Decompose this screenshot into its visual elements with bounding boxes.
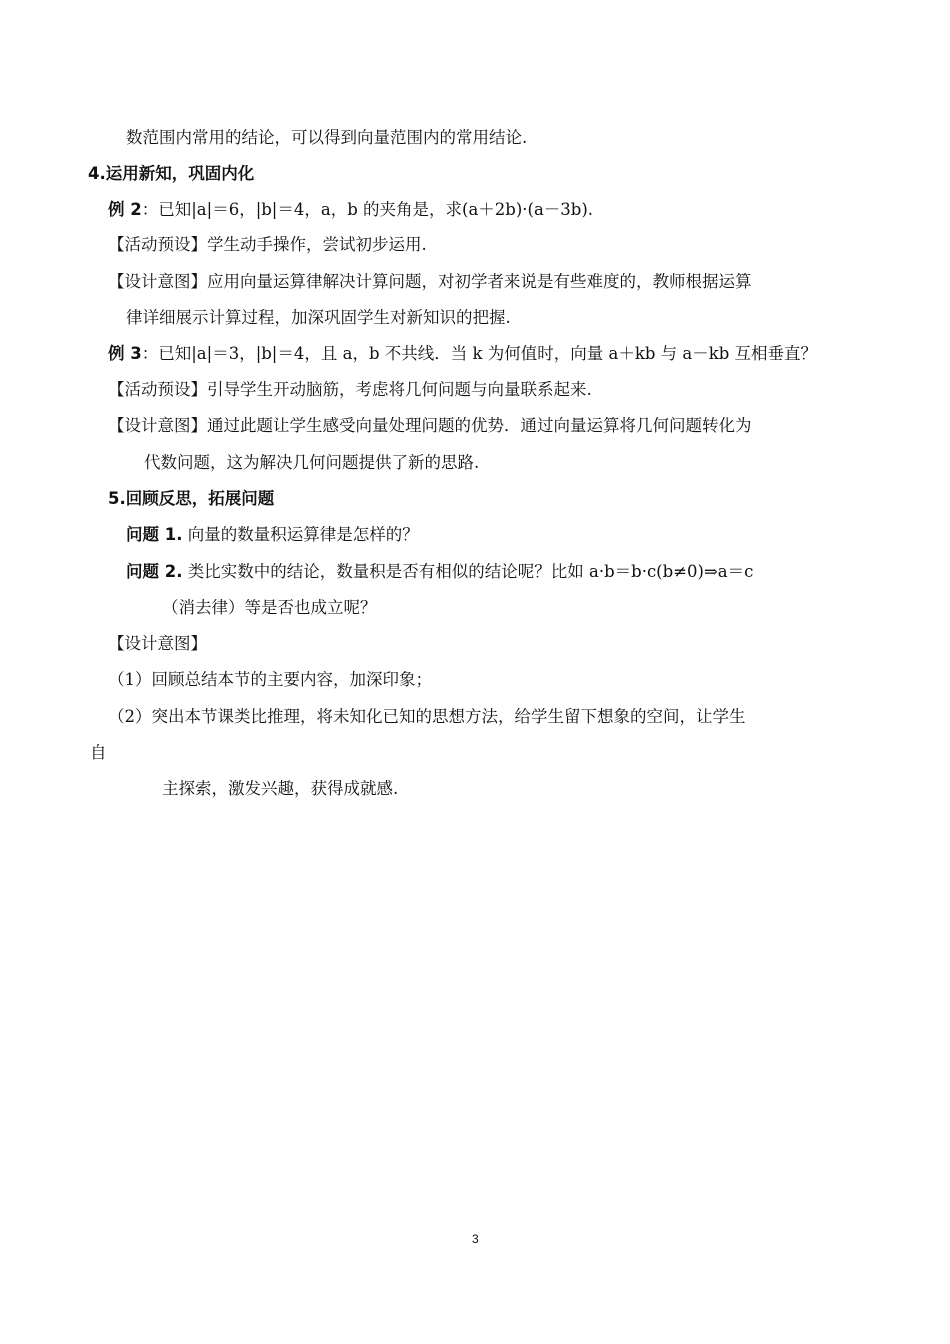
page-number: 3: [472, 1232, 479, 1246]
section-heading: 4.运用新知，巩固内化: [88, 164, 255, 183]
example-3: [108, 343, 817, 365]
example-label: 例 3: [108, 344, 142, 363]
question-2: [126, 561, 753, 583]
example-text: ：已知|a|＝3，|b|＝4，且 a，b 不共线．当 k 为何值时，向量 a＋kb 与 a－kb 互相垂直？: [141, 344, 818, 363]
design-note: 【设计意图】应用向量运算律解决计算问题，对初学者来说是有些难度的，教师根据运算: [108, 272, 752, 291]
design-note: 【设计意图】: [108, 634, 207, 653]
activity-note: 【活动预设】学生动手操作，尝试初步运用.: [108, 235, 427, 254]
example-text: ：已知|a|＝6，|b|＝4，a，b 的夹角是，求(a＋2b)·(a－3b).: [141, 200, 594, 219]
question-label: 问题 1.: [126, 525, 183, 544]
point-2-wrap: 自: [90, 743, 107, 762]
activity-note: 【活动预设】引导学生开动脑筋，考虑将几何问题与向量联系起来.: [108, 380, 592, 399]
question-label: 问题 2.: [126, 562, 183, 581]
text-line: 数范围内常用的结论，可以得到向量范围内的常用结论.: [126, 128, 528, 147]
point-2: （2）突出本节课类比推理，将未知化已知的思想方法，给学生留下想象的空间，让学生: [108, 707, 746, 726]
question-text: 向量的数量积运算律是怎样的？: [182, 525, 419, 544]
design-note-cont: 律详细展示计算过程，加深巩固学生对新知识的把握.: [126, 308, 511, 327]
point-1: （1）回顾总结本节的主要内容，加深印象；: [108, 670, 432, 689]
question-1: [126, 524, 419, 546]
point-2-cont: 主探索，激发兴趣，获得成就感.: [162, 779, 399, 798]
example-label: 例 2: [108, 200, 142, 219]
question-2-cont: （消去律）等是否也成立呢？: [162, 598, 377, 617]
question-text: 类比实数中的结论，数量积是否有相似的结论呢？比如 a·b＝b·c(b≠0)⇒a＝c: [182, 562, 754, 581]
design-note: 【设计意图】通过此题让学生感受向量处理问题的优势．通过向量运算将几何问题转化为: [108, 416, 752, 435]
design-note-cont: 代数问题，这为解决几何问题提供了新的思路.: [144, 453, 480, 472]
section-heading: 5.回顾反思，拓展问题: [108, 489, 275, 508]
example-2: [108, 199, 593, 221]
